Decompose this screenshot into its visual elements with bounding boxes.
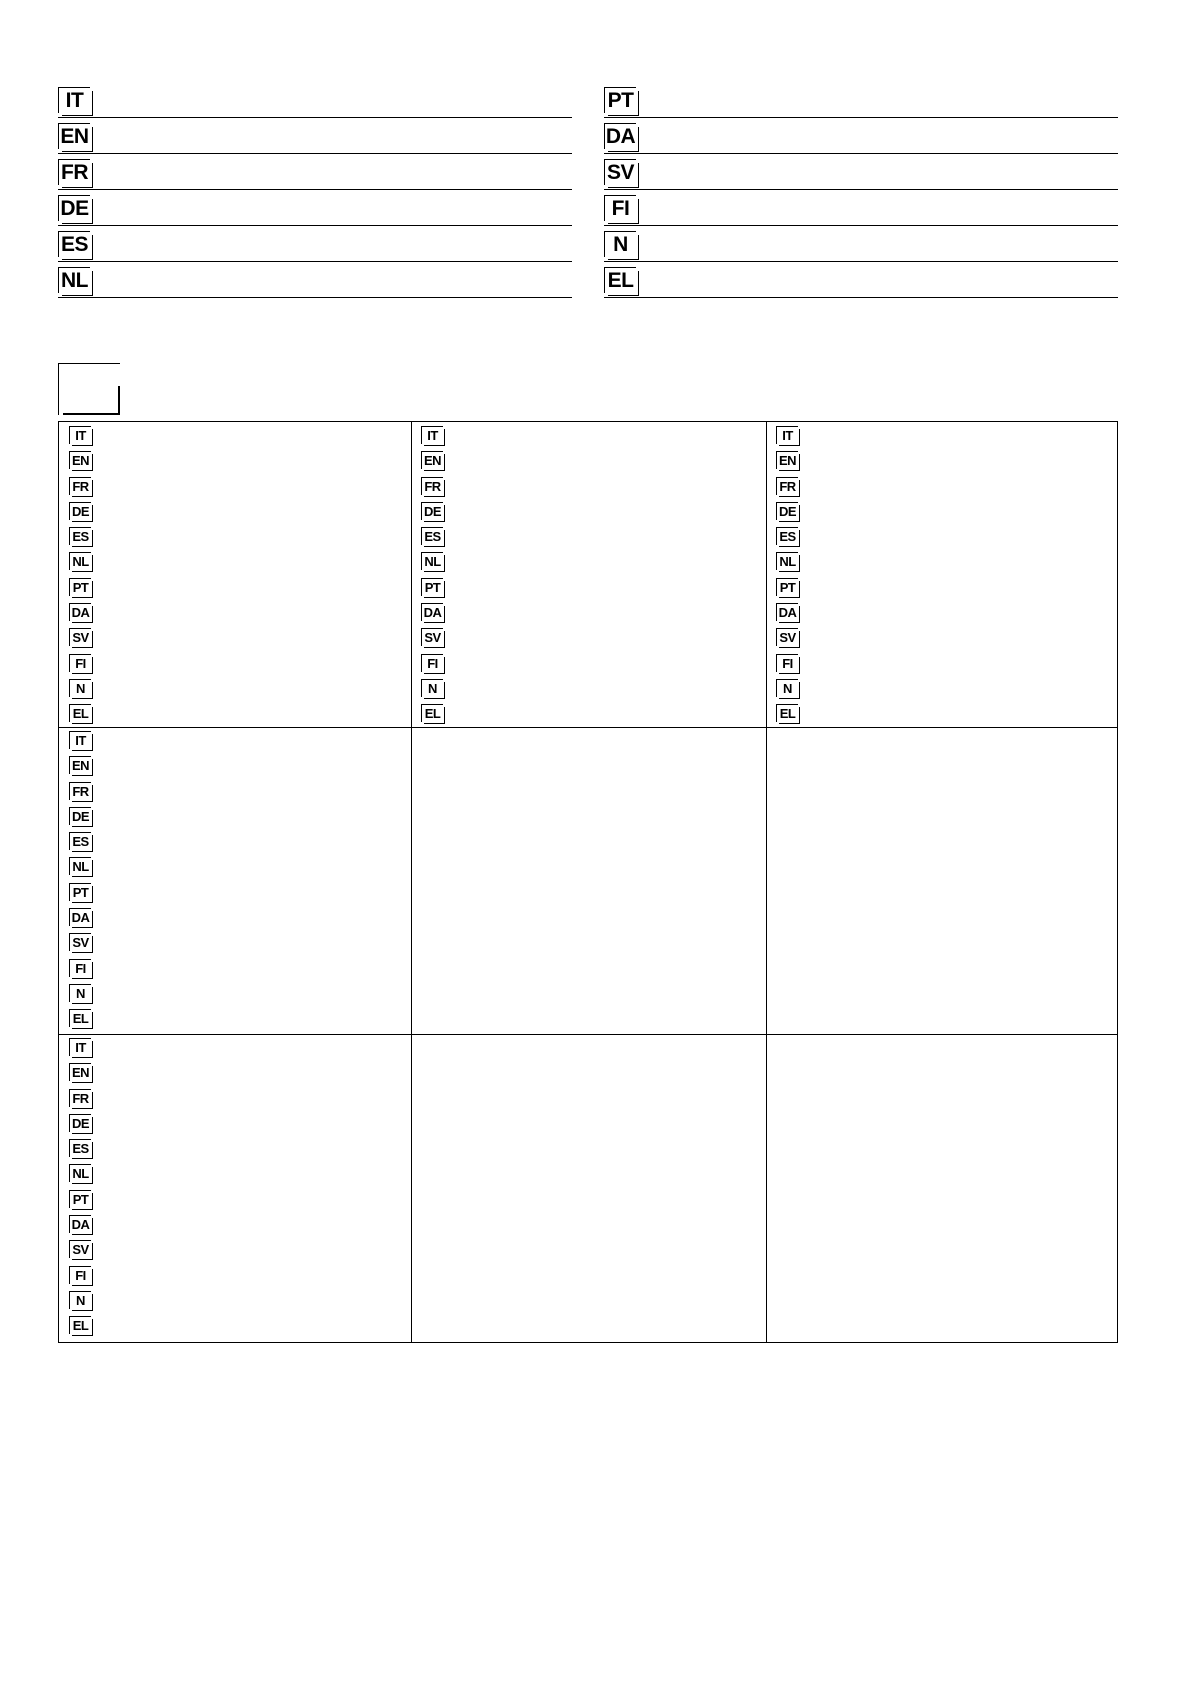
language-line	[604, 226, 1118, 262]
language-tag: FI	[421, 654, 443, 672]
language-tag-list	[69, 426, 91, 730]
language-tag: DE	[58, 195, 90, 221]
language-tag: FR	[421, 477, 443, 495]
language-tag: NL	[69, 1164, 91, 1182]
language-tag: ES	[58, 231, 90, 257]
language-line	[604, 190, 1118, 226]
language-tag-item	[776, 603, 798, 628]
language-tag-item	[776, 704, 798, 729]
language-tag: ES	[69, 527, 91, 545]
language-tag-item	[69, 1009, 91, 1034]
language-tag-item	[421, 628, 443, 653]
language-tag-item	[776, 527, 798, 552]
language-tag-item	[69, 451, 91, 476]
language-tag: PT	[421, 578, 443, 596]
language-tag-item	[69, 1215, 91, 1240]
language-tag: IT	[69, 731, 91, 749]
language-tag: N	[604, 231, 636, 257]
language-tag: PT	[69, 1190, 91, 1208]
language-tag: DA	[69, 603, 91, 621]
language-tag: IT	[69, 426, 91, 444]
language-tag-item	[69, 807, 91, 832]
language-tag-item	[69, 1316, 91, 1341]
language-tag: N	[69, 984, 91, 1002]
language-tag-item	[69, 1114, 91, 1139]
language-tag-item	[69, 578, 91, 603]
language-tag: DA	[421, 603, 443, 621]
language-tag: SV	[69, 933, 91, 951]
language-tag: DE	[776, 502, 798, 520]
language-tag-item	[69, 603, 91, 628]
language-tag-item	[69, 782, 91, 807]
language-tag: SV	[604, 159, 636, 185]
language-line	[58, 154, 572, 190]
language-tag: EL	[69, 1009, 91, 1027]
language-tag: FI	[604, 195, 636, 221]
language-tag-item	[69, 1038, 91, 1063]
language-tag: DA	[69, 1215, 91, 1233]
language-tag: DA	[69, 908, 91, 926]
language-lines-left-column	[58, 82, 572, 298]
language-tag: N	[69, 679, 91, 697]
reference-frame	[58, 363, 120, 415]
language-line	[58, 82, 572, 118]
language-tag-item	[69, 984, 91, 1009]
language-grid	[58, 421, 1118, 1343]
language-tag: EL	[69, 704, 91, 722]
language-tag-item	[69, 857, 91, 882]
language-tag-item	[69, 1089, 91, 1114]
language-line	[604, 82, 1118, 118]
language-tag-item	[776, 451, 798, 476]
language-tag: IT	[58, 87, 90, 113]
language-tag: PT	[604, 87, 636, 113]
language-tag: N	[776, 679, 798, 697]
language-tag: FI	[69, 654, 91, 672]
language-tag: FR	[58, 159, 90, 185]
language-tag: N	[69, 1291, 91, 1309]
language-tag: ES	[69, 1139, 91, 1157]
language-tag-item	[69, 908, 91, 933]
language-tag: NL	[58, 267, 90, 293]
language-tag-item	[69, 1164, 91, 1189]
language-tag: SV	[69, 628, 91, 646]
language-tag: ES	[69, 832, 91, 850]
language-tag: FR	[69, 477, 91, 495]
language-line	[604, 154, 1118, 190]
language-tag-item	[776, 654, 798, 679]
language-tag-item	[69, 1291, 91, 1316]
language-tag: PT	[69, 883, 91, 901]
language-tag-item	[776, 426, 798, 451]
language-tag: FI	[69, 1266, 91, 1284]
language-tag-item	[421, 603, 443, 628]
language-tag: EL	[69, 1316, 91, 1334]
language-tag-item	[69, 1240, 91, 1265]
language-tag: SV	[69, 1240, 91, 1258]
language-tag: IT	[421, 426, 443, 444]
language-line	[58, 226, 572, 262]
language-tag: EL	[604, 267, 636, 293]
language-tag-item	[69, 654, 91, 679]
language-tag-item	[421, 704, 443, 729]
language-tag: ES	[776, 527, 798, 545]
language-lines-right-column	[604, 82, 1118, 298]
language-tag-item	[421, 578, 443, 603]
language-tag: IT	[776, 426, 798, 444]
language-tag-item	[69, 704, 91, 729]
language-tag-item	[776, 628, 798, 653]
language-tag-item	[421, 426, 443, 451]
language-tag: EL	[421, 704, 443, 722]
language-tag-item	[69, 1266, 91, 1291]
language-line	[604, 262, 1118, 298]
language-line	[58, 190, 572, 226]
language-tag: SV	[421, 628, 443, 646]
language-tag-item	[69, 832, 91, 857]
language-tag-list	[69, 1038, 91, 1342]
language-tag: SV	[776, 628, 798, 646]
language-tag: PT	[776, 578, 798, 596]
language-tag-item	[421, 502, 443, 527]
language-tag: DA	[605, 125, 636, 148]
language-tag-item	[69, 502, 91, 527]
language-tag-item	[421, 477, 443, 502]
language-tag-item	[69, 731, 91, 756]
language-tag-item	[69, 426, 91, 451]
grid-cell	[411, 422, 766, 727]
language-tag: IT	[69, 1038, 91, 1056]
language-tag: NL	[776, 552, 798, 570]
grid-cell	[59, 727, 411, 1034]
language-tag-item	[421, 527, 443, 552]
language-tag: EN	[776, 451, 798, 469]
language-line	[58, 262, 572, 298]
language-tag: ES	[421, 527, 443, 545]
language-tag: EL	[776, 704, 798, 722]
language-tag: FR	[69, 782, 91, 800]
grid-cell	[766, 422, 1119, 727]
language-tag: FI	[776, 654, 798, 672]
language-tag-item	[421, 451, 443, 476]
language-tag-item	[69, 1139, 91, 1164]
language-tag: DE	[421, 502, 443, 520]
language-tag-item	[69, 679, 91, 704]
language-tag: NL	[69, 857, 91, 875]
language-tag-item	[69, 1190, 91, 1215]
language-tag-item	[776, 552, 798, 577]
grid-cell	[59, 422, 411, 727]
language-tag: EN	[69, 756, 91, 774]
language-tag-item	[421, 552, 443, 577]
language-tag: DE	[69, 807, 91, 825]
language-tag: EN	[69, 451, 91, 469]
language-tag-item	[421, 654, 443, 679]
language-tag: N	[421, 679, 443, 697]
language-tag-item	[69, 1063, 91, 1088]
language-tag: NL	[421, 552, 443, 570]
language-tag-item	[776, 477, 798, 502]
language-tag: DE	[69, 1114, 91, 1132]
language-tag: PT	[69, 578, 91, 596]
language-tag: EN	[421, 451, 443, 469]
language-tag-list	[421, 426, 443, 730]
language-tag-item	[421, 679, 443, 704]
grid-cell	[59, 1034, 411, 1342]
language-tag-list	[776, 426, 798, 730]
language-tag-item	[69, 933, 91, 958]
language-tag: FI	[69, 959, 91, 977]
language-tag-item	[69, 883, 91, 908]
language-tag: DA	[776, 603, 798, 621]
language-tag: FR	[776, 477, 798, 495]
language-line	[58, 118, 572, 154]
language-tag-item	[69, 959, 91, 984]
language-tag-item	[69, 527, 91, 552]
language-tag: EN	[69, 1063, 91, 1081]
language-tag-item	[69, 756, 91, 781]
language-tag: FR	[69, 1089, 91, 1107]
language-tag-list	[69, 731, 91, 1035]
language-tag-item	[776, 679, 798, 704]
language-tag: NL	[69, 552, 91, 570]
language-tag-item	[776, 578, 798, 603]
language-tag-item	[776, 502, 798, 527]
language-line	[604, 118, 1118, 154]
language-tag: DE	[69, 502, 91, 520]
language-tag-item	[69, 628, 91, 653]
language-tag-item	[69, 552, 91, 577]
language-tag: EN	[58, 123, 90, 149]
language-tag-item	[69, 477, 91, 502]
